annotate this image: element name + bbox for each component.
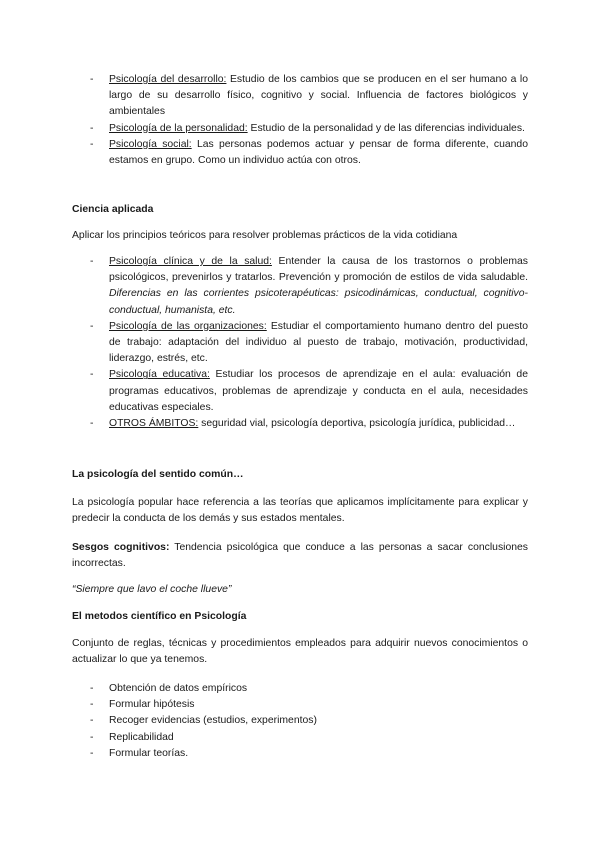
list-item: - Recoger evidencias (estudios, experimentos) <box>72 713 528 729</box>
list-item <box>72 367 528 416</box>
list-item <box>72 72 528 121</box>
list-item-note: Diferencias en las corrientes psicoterapéuticas: psicodinámicas, conductual, cognitivo-conductual, humanista, etc. <box>109 288 528 316</box>
list-item <box>72 319 528 368</box>
list-item: - Replicabilidad <box>72 730 528 746</box>
list-item <box>72 121 528 137</box>
list-item-term: Psicología social: <box>109 138 192 150</box>
list-item-text: Las personas podemos actuar y pensar de forma diferente, cuando estamos en grupo. Como un individuo actúa con otros. <box>109 138 528 167</box>
applied-intro: Aplicar los principios teóricos para resolver problemas prácticos de la vida cotidiana <box>72 230 458 241</box>
list-item-text: Estudio de los cambios que se producen en el ser humano a lo largo de su desarrollo físico, cognitivo y social. Influencia de factores biológicos y ambientales <box>109 74 528 118</box>
applied-list <box>72 254 528 432</box>
biases-example: “Siempre que lavo el coche llueve” <box>72 584 232 595</box>
list-item <box>72 137 528 169</box>
list-item-term: Psicología de las organizaciones: <box>109 320 267 332</box>
list-item: - Obtención de datos empíricos <box>72 681 528 697</box>
common-sense-paragraph: La psicología popular hace referencia a las teorías que aplicamos implícitamente para explicar y predecir la conducta de los demás y sus estados mentales. <box>72 497 528 525</box>
list-item-term: Psicología de la personalidad: <box>109 122 248 134</box>
list-item-text: Estudiar el comportamiento humano dentro del puesto de trabajo: adaptación del individuo al puesto de trabajo, motivación, productividad, liderazgo, estrés, etc. <box>109 320 528 365</box>
list-item-text: seguridad vial, psicología deportiva, psicología jurídica, publicidad… <box>198 418 516 430</box>
method-paragraph: Conjunto de reglas, técnicas y procedimientos empleados para adquirir nuevos conocimientos o actualizar lo que ya tenemos. <box>72 638 528 666</box>
top-list <box>72 72 528 169</box>
method-steps-list <box>72 681 528 762</box>
list-item <box>72 416 528 432</box>
section-heading-method: El metodos científico en Psicología <box>72 611 247 622</box>
list-item-text: Estudiar los procesos de aprendizaje en el aula: evaluación de programas educativos, problemas de aprendizaje y conducta en el aula, necesidades educativas especiales. <box>109 369 528 413</box>
list-item: - Formular teorías. <box>72 746 528 762</box>
list-item <box>72 254 528 319</box>
section-heading-applied: Ciencia aplicada <box>72 204 154 215</box>
list-item-text: Estudio de la personalidad y de las diferencias individuales. <box>247 122 525 134</box>
list-item-term: Psicología educativa: <box>109 369 210 381</box>
list-item-term: Psicología del desarrollo: <box>109 74 227 85</box>
biases-paragraph <box>72 540 528 572</box>
section-heading-common-sense: La psicología del sentido común… <box>72 469 244 480</box>
list-item: - Formular hipótesis <box>72 697 528 713</box>
biases-text: Tendencia psicológica que conduce a las personas a sacar conclusiones incorrectas. <box>72 542 528 570</box>
list-item-term: Psicología clínica y de la salud: <box>109 256 272 267</box>
list-item-term: OTROS ÁMBITOS: <box>109 418 199 430</box>
list-item-text: Entender la causa de los trastornos o problemas psicológicos, prevenirlos y tratarlos. Prevención y promoción de estilos de vida saludable. <box>109 256 528 284</box>
biases-label: Sesgos cognitivos: <box>72 542 170 553</box>
